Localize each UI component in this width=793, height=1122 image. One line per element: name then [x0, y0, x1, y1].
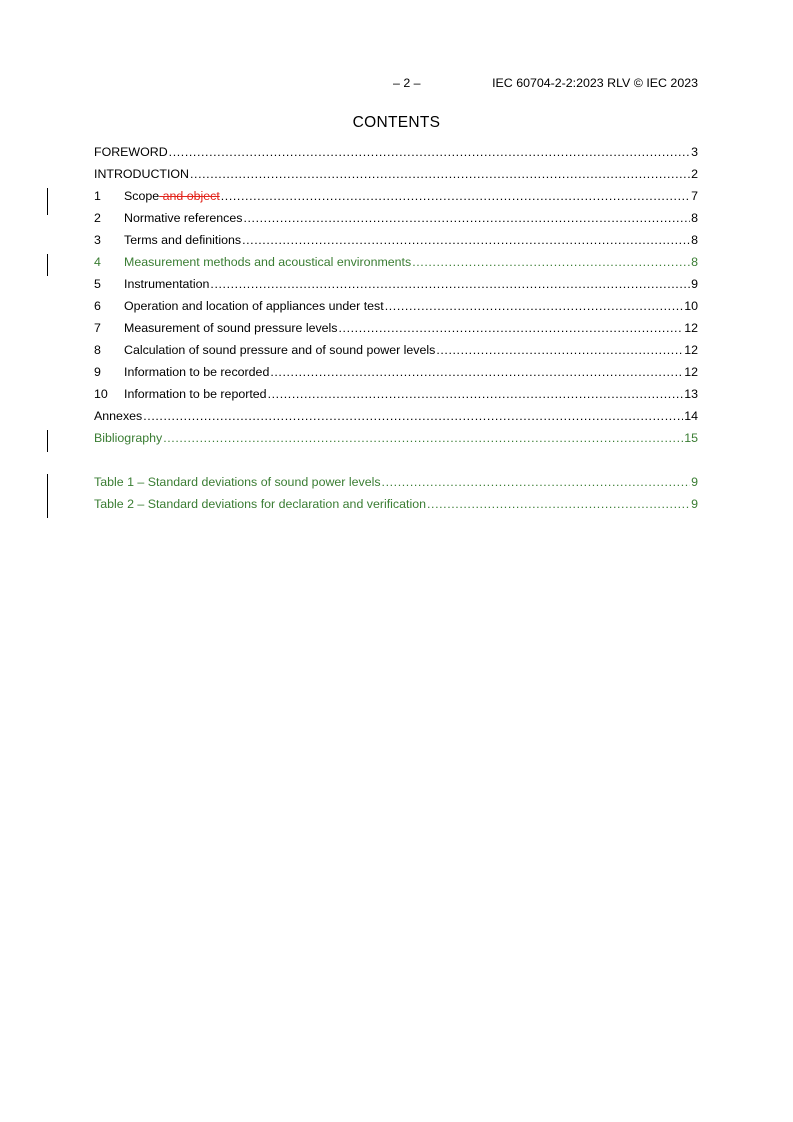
toc-entry[interactable] — [94, 276, 698, 292]
dot-leader — [268, 386, 684, 402]
toc-entry-number: 9 — [94, 365, 101, 379]
dot-leader — [382, 474, 691, 490]
toc-entry-number: 2 — [94, 211, 101, 225]
change-bar — [47, 474, 48, 518]
toc-entry-label: Scope — [124, 189, 160, 203]
dot-leader — [169, 144, 690, 160]
toc-entry-page: 9 — [691, 277, 698, 291]
dot-leader — [163, 430, 683, 446]
toc-entry[interactable] — [94, 408, 698, 424]
toc-entry[interactable] — [94, 210, 698, 226]
toc-entry-page: 12 — [684, 321, 698, 335]
toc-entry[interactable] — [94, 430, 698, 446]
toc-entry[interactable] — [94, 320, 698, 336]
toc-entry-page: 13 — [684, 387, 698, 401]
document-id: IEC 60704-2-2:2023 RLV © IEC 2023 — [492, 76, 698, 90]
dot-leader — [242, 232, 690, 248]
toc-entry[interactable] — [94, 364, 698, 380]
change-bar — [47, 430, 48, 452]
toc-entry-page: 15 — [684, 431, 698, 445]
toc-entry-page: 9 — [691, 497, 698, 511]
toc-entry-label: FOREWORD — [94, 145, 168, 159]
toc-entry-label: Measurement of sound pressure levels — [124, 321, 338, 335]
page-number: – 2 – — [393, 76, 421, 90]
toc-entry-page: 12 — [684, 365, 698, 379]
toc-entry-page: 12 — [684, 343, 698, 357]
page-header — [94, 76, 698, 92]
toc-entry-label: Annexes — [94, 409, 143, 423]
toc-entry[interactable] — [94, 298, 698, 314]
toc-entry-label: Table 2 – Standard deviations for declaration and verification — [94, 497, 426, 511]
toc-entry-label: Operation and location of appliances under test — [124, 299, 384, 313]
toc-entry-page: 8 — [691, 211, 698, 225]
dot-leader — [385, 298, 684, 314]
toc-entry-number: 1 — [94, 189, 101, 203]
toc-entry-label: Terms and definitions — [124, 233, 242, 247]
dot-leader — [270, 364, 683, 380]
toc-entry-label: Instrumentation — [124, 277, 210, 291]
toc-entry-label: Normative references — [124, 211, 243, 225]
deleted-text: and object — [159, 189, 220, 203]
toc-entry-number: 10 — [94, 387, 108, 401]
toc-entry-page: 3 — [691, 145, 698, 159]
toc-entry-number: 5 — [94, 277, 101, 291]
toc-entry[interactable] — [94, 342, 698, 358]
toc-entry-page: 2 — [691, 167, 698, 181]
toc-entry[interactable] — [94, 254, 698, 270]
toc-entry[interactable] — [94, 474, 698, 490]
toc-entry-label: Information to be reported — [124, 387, 267, 401]
toc-entry-page: 10 — [684, 299, 698, 313]
dot-leader — [427, 496, 690, 512]
page-title: CONTENTS — [352, 114, 441, 131]
dot-leader — [190, 166, 690, 182]
toc-entry-label: Table 1 – Standard deviations of sound power levels — [94, 475, 381, 489]
dot-leader — [210, 276, 690, 292]
toc-entry[interactable] — [94, 496, 698, 512]
toc-entry[interactable] — [94, 232, 698, 248]
toc-entry-label: Measurement methods and acoustical environments — [124, 255, 412, 269]
toc-entry-label: Calculation of sound pressure and of sound power levels — [124, 343, 436, 357]
toc-entry-page: 8 — [691, 233, 698, 247]
dot-leader — [412, 254, 690, 270]
toc-entry-number: 6 — [94, 299, 101, 313]
toc-entry[interactable] — [94, 386, 698, 402]
toc-entry-page: 14 — [684, 409, 698, 423]
toc-entry[interactable] — [94, 188, 698, 204]
dot-leader — [339, 320, 684, 336]
dot-leader — [143, 408, 683, 424]
change-bar — [47, 188, 48, 215]
toc-entry[interactable] — [94, 166, 698, 182]
dot-leader — [221, 188, 690, 204]
toc-entry-label: Bibliography — [94, 431, 163, 445]
dot-leader — [243, 210, 690, 226]
dot-leader — [436, 342, 683, 358]
toc-entry-number: 7 — [94, 321, 101, 335]
toc-entry-number: 4 — [94, 255, 101, 269]
toc-entry-page: 8 — [691, 255, 698, 269]
toc-entry-page: 7 — [691, 189, 698, 203]
toc-entry-number: 3 — [94, 233, 101, 247]
toc-entry-number: 8 — [94, 343, 101, 357]
toc-entry[interactable] — [94, 144, 698, 160]
toc-entry-page: 9 — [691, 475, 698, 489]
toc-entry-label: INTRODUCTION — [94, 167, 189, 181]
toc-entry-label: Information to be recorded — [124, 365, 270, 379]
change-bar — [47, 254, 48, 276]
